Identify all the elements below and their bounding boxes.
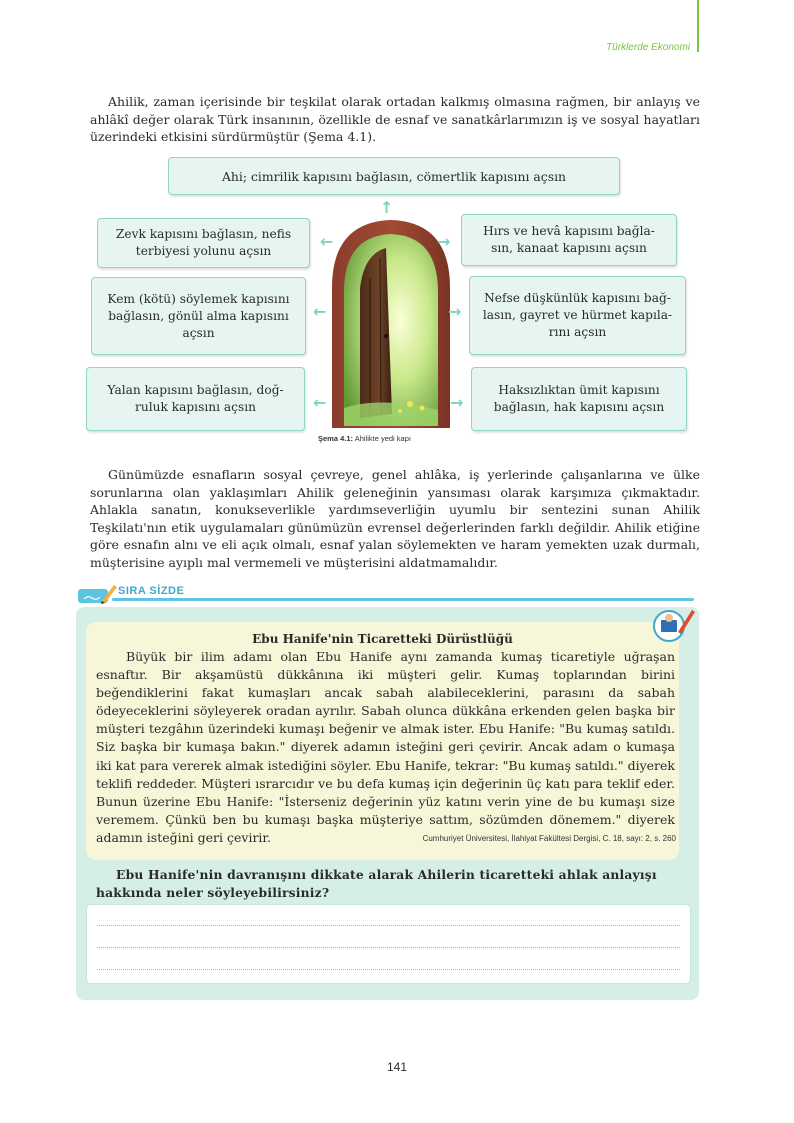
answer-line[interactable] (97, 947, 680, 948)
answer-line[interactable] (97, 969, 680, 970)
body-paragraph: Günümüzde esnafların sosyal çevreye, genel ahlâka, iş yerlerinde çalışanlarına ve ülke sorunlarına olan yaklaşımları Ahilik geleneğinin yansıması olarak karşımıza çıkmaktadır. Ahlakla sanatın, konukseverlikle yardımseverliğin uyumlu bir sentezini sunan Ahilik Teşkilatı'nın etik uygulamaları günümüzün evrensel değerlerinden farklı değildir. Ahilik etiğine göre esnafın alnı ve eli açık olmalı, esnaf yalan söylemekten ve haram yemekten uzak durmalı, müşterisine ayıplı mal vermemeli ve müşterisini aldatmamalıdır. (90, 467, 700, 570)
arrow-right-icon: → (450, 393, 464, 412)
story-title: Ebu Hanife'nin Ticaretteki Dürüstlüğü (252, 632, 513, 646)
arrow-left-icon: ← (313, 302, 327, 321)
arrow-right-icon: → (448, 302, 462, 321)
answer-area[interactable] (86, 904, 691, 984)
answer-line[interactable] (97, 925, 680, 926)
header-rule (697, 0, 699, 52)
sira-sizde-rule (112, 598, 694, 601)
schema-box-right-1: Hırs ve hevâ kapısını bağla- sın, kanaat kapısını açsın (461, 214, 677, 266)
story-source: Cumhuriyet Üniversitesi, İlahiyat Fakültesi Dergisi, C. 18, sayı: 2, s. 260 (422, 834, 676, 843)
schema-box-right-3: Haksızlıktan ümit kapısını bağlasın, hak kapısını açsın (471, 367, 687, 431)
door-illustration (330, 218, 452, 428)
arrow-left-icon: ← (313, 393, 327, 412)
arrow-right-icon: → (437, 232, 451, 251)
sira-sizde-label: SIRA SİZDE (118, 585, 185, 597)
schema-box-top: Ahi; cimrilik kapısını bağlasın, cömertlik kapısını açsın (168, 157, 620, 195)
schema-box-left-2: Kem (kötü) söylemek kapısını bağlasın, gönül alma kapısını açsın (91, 277, 306, 355)
schema-box-left-3: Yalan kapısını bağlasın, doğ- ruluk kapısını açsın (86, 367, 305, 431)
page-number: 141 (386, 1060, 408, 1074)
sira-sizde-header (78, 583, 694, 605)
schema-box-left-1: Zevk kapısını bağlasın, nefis terbiyesi yolunu açsın (97, 218, 310, 268)
chapter-title: Türklerde Ekonomi (606, 42, 690, 53)
arrow-up-icon: ↑ (380, 198, 394, 217)
pen-icon (78, 583, 118, 605)
arrow-left-icon: ← (320, 232, 334, 251)
intro-paragraph: Ahilik, zaman içerisinde bir teşkilat olarak ortadan kalkmış olmasına rağmen, bir anlayış ve ahlâkî değer olarak Türk insanının, özellikle de esnaf ve sanatkârlarımızın iş ve sosyal hayatları üzerindeki etkisini sürdürmüştür (Şema 4.1). (90, 94, 700, 145)
story-text: Büyük bir ilim adamı olan Ebu Hanife aynı zamanda kumaş ticaretiyle uğraşan esnaftır. Bir akşamüstü dükkânına iki müşteri gelir. Kumaş toplarından birini beğendiklerini fakat kumaşları ancak sabah alabileceklerini, parasını da sabah ödeyeceklerini söyleyerek oradan ayrılır. Sabah olunca dükkâna erkenden gelen başka bir müşteri tezgâhın üzerindeki kumaşı beğenir ve almak ister. Ebu Hanife: "Bu kumaş satıldı. Siz başka bir kumaşa bakın." diyerek adamın isteğini geri çevirir. Ancak adam o kumaşa iki kat para vererek almak istediğini söyler. Ebu Hanife, tekrar: "Bu kumaş satıldı." diyerek teklifi reddeder. Müşteri ısrarcıdır ve bu defa kumaş için değerinin üç katı para teklif eder. Bunun üzerine Ebu Hanife: "İsterseniz değerinin yüz katını verin yine de bu kumaşı size veremem. Çünkü ben bu kumaşı başka müşteriye sattım, sözümden dönemem." diyerek adamın isteğini geri çevirir. (96, 649, 675, 845)
schema-caption: Şema 4.1: Ahilikte yedi kapı (318, 434, 411, 443)
schema-box-right-2: Nefse düşkünlük kapısını bağ- lasın, gayret ve hürmet kapıla- rını açsın (469, 276, 686, 355)
question-text: Ebu Hanife'nin davranışını dikkate alarak Ahilerin ticaretteki ahlak anlayışı hakkında neler söyleyebilirsiniz? (96, 867, 657, 900)
